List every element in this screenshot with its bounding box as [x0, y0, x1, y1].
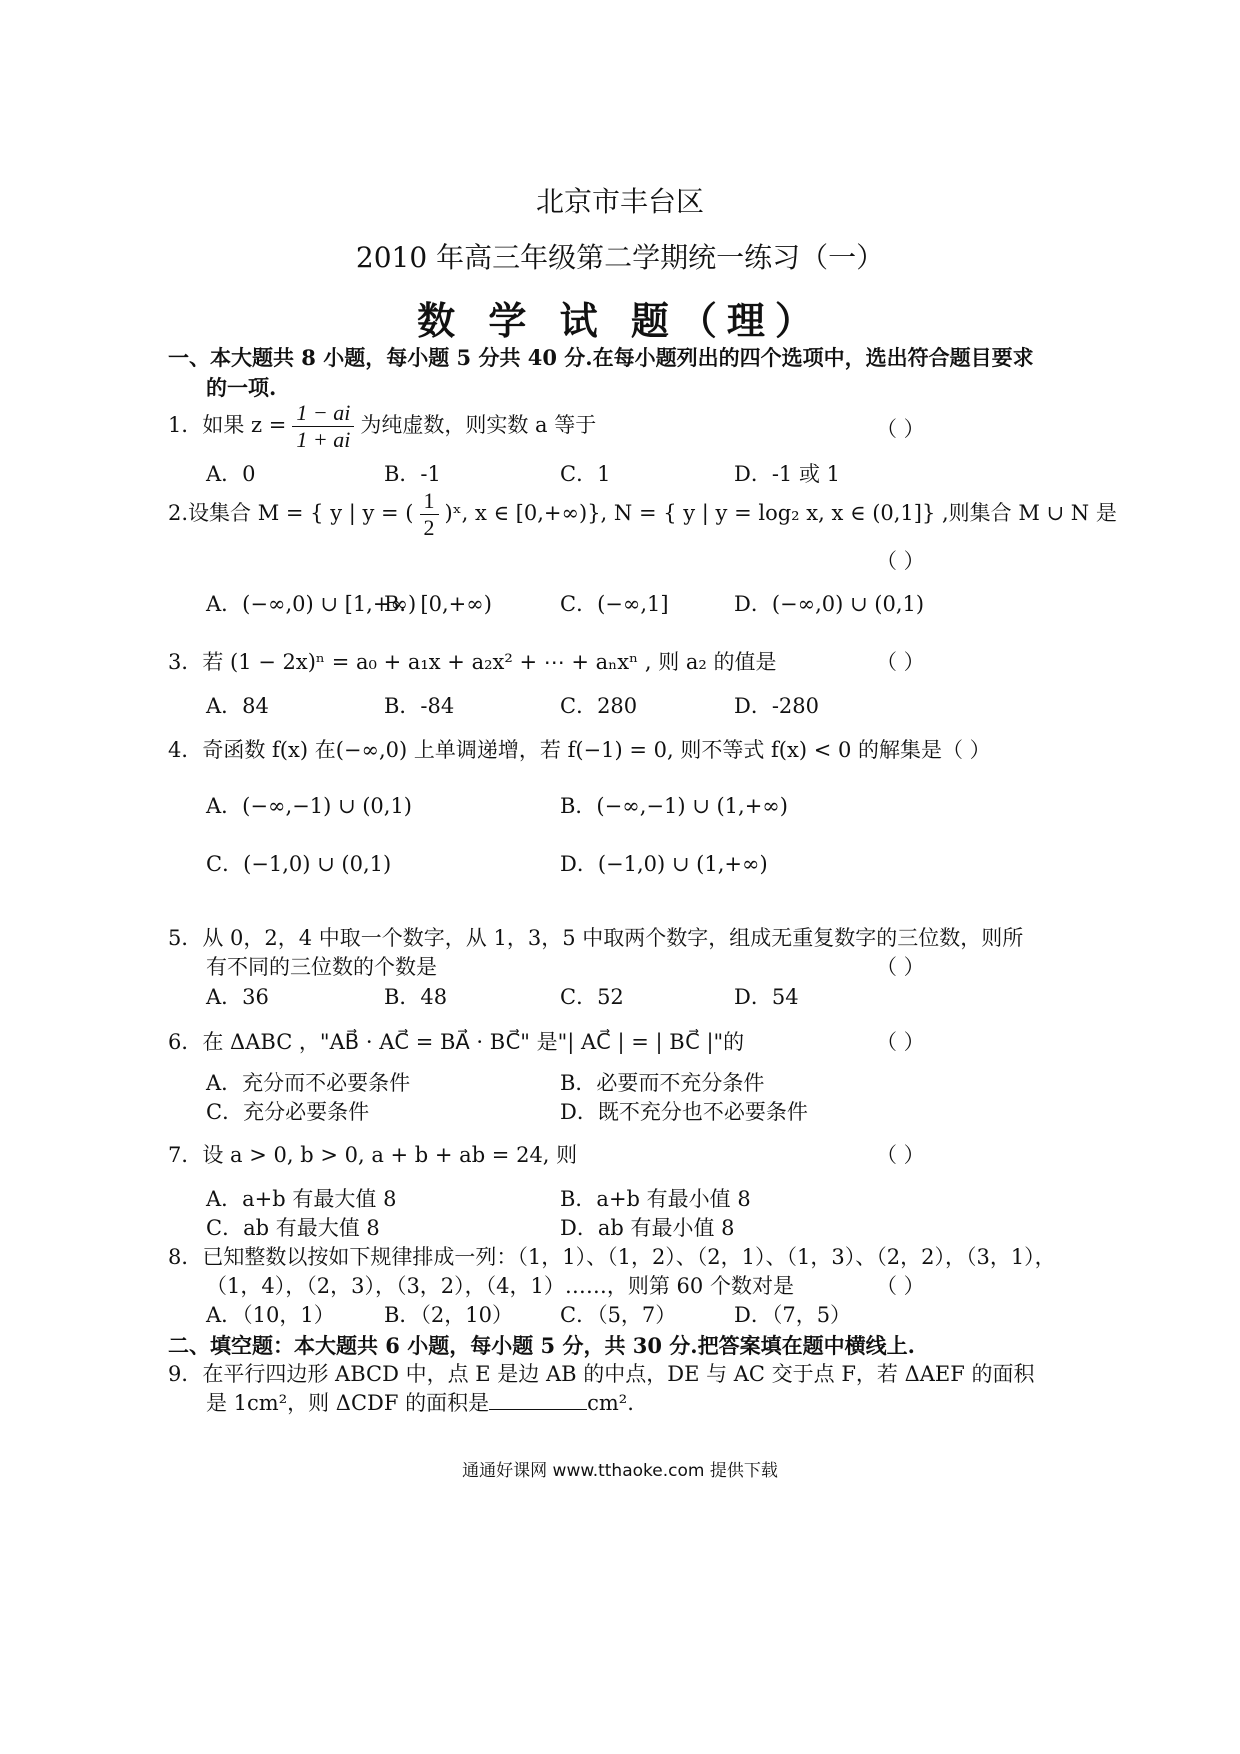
q5-option-d: D．54	[734, 985, 799, 1009]
q2-prefix: 2.设集合 M = { y | y = (	[168, 501, 414, 525]
question-8-line1: 8．已知整数以按如下规律排成一列：（1，1）、（1，2）、（2，1）、（1，3）、（2，2），（3，1），	[168, 1245, 1056, 1269]
q2-option-a: A．(−∞,0) ∪ [1,+∞)	[206, 592, 417, 616]
question-1	[168, 400, 596, 453]
q5-answer-paren: （ ）	[876, 955, 925, 979]
question-5-line2: 有不同的三位数的个数是	[206, 955, 437, 979]
q8-option-d: D．（7，5）	[734, 1303, 852, 1327]
q9-line2-suffix: cm².	[587, 1391, 634, 1415]
q6-option-b: B．必要而不充分条件	[560, 1071, 765, 1095]
q6-option-d: D．既不充分也不必要条件	[560, 1100, 808, 1124]
q9-answer-blank	[489, 1391, 587, 1410]
section1-heading-line1: 一、本大题共 8 小题，每小题 5 分共 40 分.在每小题列出的四个选项中，选出符合题目要求	[168, 345, 1034, 370]
q1-answer-paren: （ ）	[876, 417, 925, 441]
q1-suffix: 为纯虚数，则实数 a 等于	[360, 413, 597, 437]
q1-option-d: D．-1 或 1	[734, 462, 841, 486]
q7-option-b: B．a+b 有最小值 8	[560, 1187, 751, 1211]
q4-option-c: C．(−1,0) ∪ (0,1)	[206, 852, 392, 876]
question-8-line2: （1，4），（2，3），（3，2），（4，1）……，则第 60 个数对是	[206, 1274, 794, 1298]
q7-option-a: A．a+b 有最大值 8	[206, 1187, 397, 1211]
q4-option-a: A．(−∞,−1) ∪ (0,1)	[206, 794, 413, 818]
q6-answer-paren: （ ）	[876, 1030, 925, 1054]
district-title: 北京市丰台区	[535, 185, 704, 218]
q1-option-c: C．1	[560, 462, 611, 486]
q7-option-d: D．ab 有最小值 8	[560, 1216, 735, 1240]
question-4: 4．奇函数 f(x) 在(−∞,0) 上单调递增，若 f(−1) = 0, 则不等式 f(x) < 0 的解集是（ ）	[168, 738, 991, 762]
question-5-line1: 5．从 0，2，4 中取一个数字，从 1，3，5 中取两个数字，组成无重复数字的三位数，则所	[168, 926, 1024, 950]
q8-option-c: C．（5，7）	[560, 1303, 677, 1327]
question-2	[168, 488, 1117, 541]
question-6: 6．在 ΔABC ，"AB⃗ · AC⃗ = BA⃗ · BC⃗" 是"| AC⃗ | = | BC⃗ |"的	[168, 1030, 745, 1054]
q8-option-b: B．（2，10）	[384, 1303, 514, 1327]
q1-denominator: 1 + ai	[296, 427, 351, 452]
subject-title: 数 学 试 题（理）	[417, 298, 823, 343]
q8-answer-paren: （ ）	[876, 1274, 925, 1298]
question-9-line1: 9．在平行四边形 ABCD 中，点 E 是边 AB 的中点，DE 与 AC 交于点 F，若 ΔAEF 的面积	[168, 1362, 1035, 1386]
q7-option-c: C．ab 有最大值 8	[206, 1216, 380, 1240]
exam-title: 2010 年高三年级第二学期统一练习（一）	[355, 241, 885, 274]
q2-option-c: C．(−∞,1]	[560, 592, 669, 616]
q2-numerator: 1	[420, 488, 439, 515]
q2-suffix: )ˣ, x ∈ [0,+∞)}, N = { y | y = log₂ x, x ∈ (0,1]} ,则集合 M ∪ N 是	[444, 501, 1117, 525]
q1-fraction	[292, 400, 354, 453]
q1-option-a: A．0	[206, 462, 256, 486]
q1-option-b: B．-1	[384, 462, 441, 486]
q1-numerator: 1 − ai	[292, 400, 354, 427]
q3-option-c: C．280	[560, 694, 638, 718]
section2-heading: 二、填空题：本大题共 6 小题，每小题 5 分，共 30 分.把答案填在题中横线上.	[168, 1333, 915, 1358]
q8-option-a: A．（10，1）	[206, 1303, 335, 1327]
q5-option-c: C．52	[560, 985, 624, 1009]
q6-option-c: C．充分必要条件	[206, 1100, 370, 1124]
question-9-line2	[206, 1387, 634, 1417]
q2-answer-paren: （ ）	[876, 549, 925, 573]
q4-option-b: B．(−∞,−1) ∪ (1,+∞)	[560, 794, 788, 818]
q3-answer-paren: （ ）	[876, 650, 925, 674]
q9-line2-prefix: 是 1cm²，则 ΔCDF 的面积是	[206, 1391, 490, 1415]
q1-prefix: 1．如果 z =	[168, 413, 287, 437]
q7-answer-paren: （ ）	[876, 1143, 925, 1167]
section1-heading-line2: 的一项.	[206, 375, 277, 400]
q3-option-d: D．-280	[734, 694, 820, 718]
q5-option-a: A．36	[206, 985, 269, 1009]
q3-option-a: A．84	[206, 694, 269, 718]
q2-fraction	[420, 488, 439, 541]
q5-option-b: B．48	[384, 985, 448, 1009]
q2-option-d: D．(−∞,0) ∪ (0,1)	[734, 592, 925, 616]
q2-denominator: 2	[423, 515, 435, 540]
q4-option-d: D．(−1,0) ∪ (1,+∞)	[560, 852, 768, 876]
page-footer: 通通好课网 www.tthaoke.com 提供下载	[462, 1461, 778, 1481]
q6-option-a: A．充分而不必要条件	[206, 1071, 411, 1095]
q3-option-b: B．-84	[384, 694, 455, 718]
question-7: 7．设 a > 0, b > 0, a + b + ab = 24, 则	[168, 1143, 578, 1167]
question-3: 3．若 (1 − 2x)ⁿ = a₀ + a₁x + a₂x² + ⋯ + aₙxⁿ , 则 a₂ 的值是	[168, 650, 777, 674]
q2-option-b: B．[0,+∞)	[384, 592, 492, 616]
